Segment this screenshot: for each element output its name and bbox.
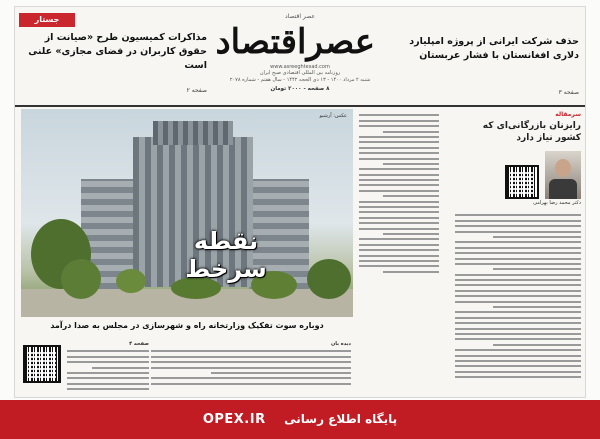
logo-url: www.asreeghtesad.com [270,64,330,70]
bottom-middle-column [151,341,351,398]
qr-code-icon[interactable] [505,165,539,199]
photo-caption[interactable]: دوباره سوت تفکیک وزارتخانه راه و شهرسازی در مجلس به صدا درآمد [50,321,324,330]
author-photo [545,151,581,199]
author-body [549,179,577,199]
photo-credit: عکس: آرشیو [319,113,347,119]
main-photo [21,109,353,317]
logo-tagline: عصر اقتصاد [284,13,316,20]
section-badge: جستار [19,13,75,27]
logo-date: شنبه ۲ مرداد ۱۴۰۰ - ۱۳ ذی الحجه ۱۴۴۲ - سال هفتم - شماره ۲۰۷۸ [229,77,371,83]
bottom-left-text [67,341,149,394]
logo-area [215,13,375,103]
front-page [14,6,586,398]
photo-title[interactable]: نقطه سرخط [185,227,267,283]
article-text-column [355,111,443,316]
footer-slogan: پایگاه اطلاع رسانی [284,412,398,426]
author-name: دکتر محمد رضا بهرامی [533,200,581,206]
editorial-kicker: سرمقاله [555,111,581,118]
masthead [15,7,586,107]
editorial-body [455,211,581,382]
bottom-left-kicker: صفحه ۴ [129,341,149,347]
left-headline-page: صفحه ۲ [186,87,207,94]
logo-issue: ۸ صفحه - ۲۰۰۰ تومان [270,86,330,92]
author-face [555,159,571,177]
right-headline[interactable]: حذف شرکت ایرانی از پروژه امپلیارد دلاری افغانستان با فشار عربستان [409,36,579,61]
bottom-mid-kicker: دیده بان [330,341,351,347]
newspaper-logo: عصراقتصاد [215,22,375,62]
tree [61,259,101,299]
building-crown [153,121,233,145]
editorial-column [455,111,581,398]
footer-brand[interactable]: OPEX.IR [202,412,266,427]
editorial-headline[interactable]: رایزنان بازرگانی‌ای که کشور نیاز دارد [482,121,581,143]
tree [116,269,146,293]
footer-bar [0,400,600,439]
logo-info: روزنامه بین المللی اقتصادی صبح ایران [259,70,341,76]
qr-code-icon[interactable] [23,345,61,383]
bottom-left-column [19,341,149,398]
footer-text[interactable] [0,400,600,439]
right-headline-page: صفحه ۳ [558,89,579,96]
tree [307,259,351,299]
left-headline[interactable]: مذاکرات کمیسیون طرح «صیانت از حقوق کاربران در فضای مجازی» علنی است [28,32,207,71]
